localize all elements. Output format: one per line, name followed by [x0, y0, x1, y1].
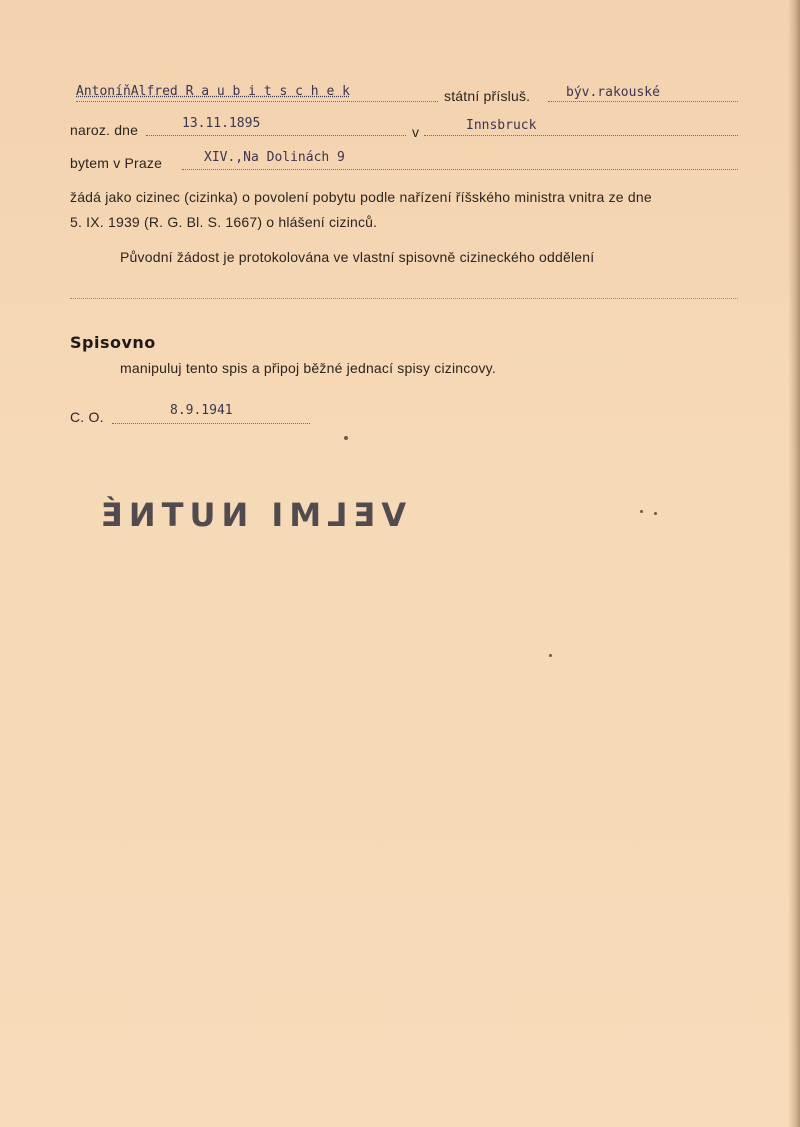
applicant-name: AntoníňAlfred R a u b i t s c h e k — [76, 84, 350, 99]
born-date-value: 13.11.1895 — [182, 116, 261, 131]
request-text-line2: 5. IX. 1939 (R. G. Bl. S. 1667) o hlášení cizinců. — [70, 214, 378, 230]
name-field-line — [76, 101, 438, 102]
born-place-line — [424, 135, 738, 136]
section-separator — [70, 298, 738, 299]
citizenship-value: býv.rakouské — [566, 85, 660, 100]
co-date-value: 8.9.1941 — [170, 403, 233, 418]
residence-line — [182, 169, 738, 170]
paper-speck — [549, 654, 552, 657]
born-in-label: v — [412, 124, 420, 140]
born-label: naroz. dne — [70, 122, 139, 138]
born-place-value: Innsbruck — [466, 118, 537, 133]
paper-speck — [640, 510, 643, 513]
paper-speck — [654, 512, 657, 515]
co-date-line — [112, 423, 310, 424]
registry-heading: Spisovno — [70, 333, 156, 352]
urgent-stamp: VELMI NUTNÉ — [95, 496, 407, 534]
residence-value: XIV.,Na Dolinách 9 — [204, 150, 345, 165]
citizenship-field-line — [548, 101, 738, 102]
co-label: C. O. — [70, 409, 104, 425]
request-text-line1: žádá jako cizinec (cizinka) o povolení pobytu podle nařízení říšského ministra vnitra ze dne — [70, 189, 652, 205]
citizenship-label: státní přísluš. — [444, 88, 531, 104]
original-application-note: Původní žádost je protokolována ve vlastní spisovně cizineckého oddělení — [120, 249, 595, 265]
residence-label: bytem v Praze — [70, 155, 163, 171]
page-edge-shadow — [788, 0, 800, 1127]
paper-speck — [344, 436, 348, 440]
born-date-line — [146, 135, 406, 136]
registry-instruction: manipuluj tento spis a připoj běžné jednací spisy cizincovy. — [120, 360, 496, 376]
